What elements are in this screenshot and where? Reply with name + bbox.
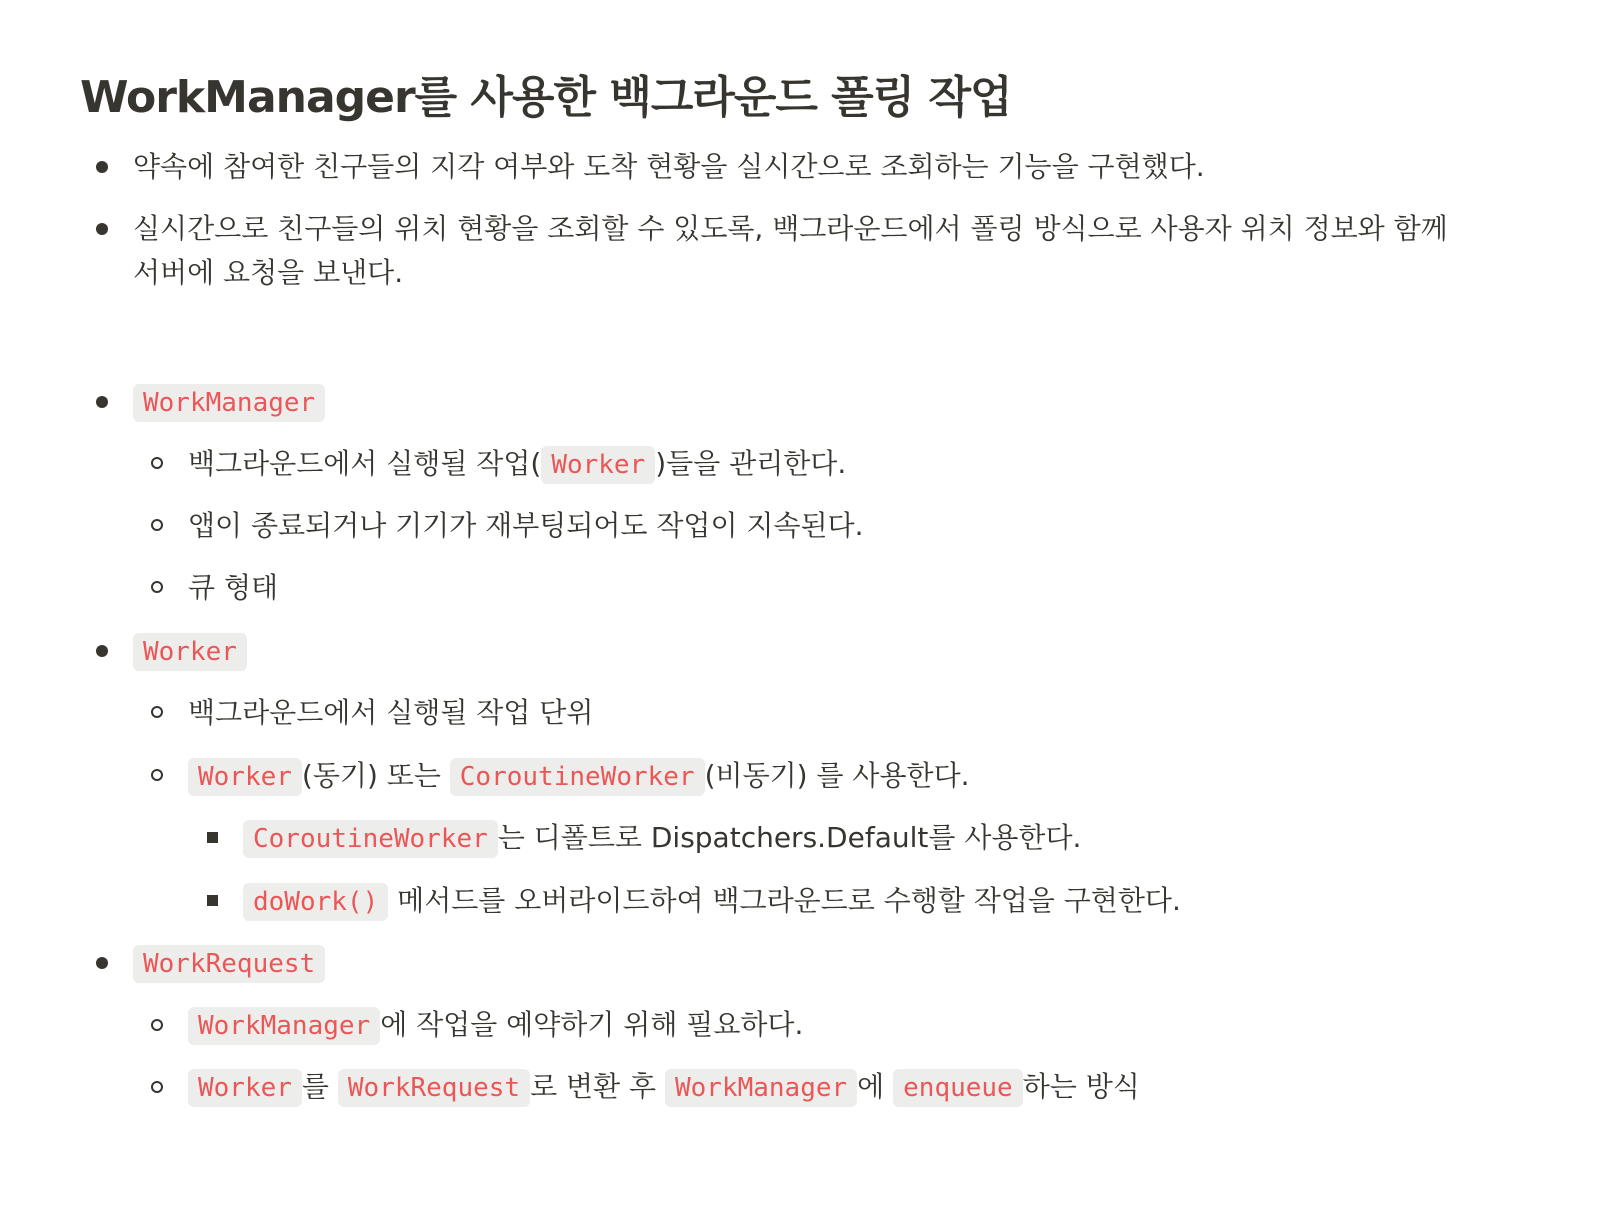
section-worker bbox=[133, 629, 247, 674]
bullet-circle bbox=[151, 581, 163, 593]
inline-code: WorkRequest bbox=[133, 945, 325, 983]
bullet-dot bbox=[96, 223, 108, 235]
item-text: 에 bbox=[857, 1070, 885, 1103]
inline-code: WorkManager bbox=[665, 1069, 857, 1107]
bullet-dot bbox=[96, 161, 108, 173]
bullet-square bbox=[207, 832, 218, 843]
bullet-dot bbox=[96, 396, 108, 408]
intro-item-polling-line1: 실시간으로 친구들의 위치 현황을 조회할 수 있도록, 백그라운드에서 폴링 방식으로 사용자 위치 정보와 함께 bbox=[133, 212, 1448, 245]
item-text: 에 작업을 예약하기 위해 필요하다. bbox=[380, 1008, 804, 1041]
worker-item-types bbox=[188, 754, 970, 799]
item-text: 하는 방식 bbox=[1022, 1070, 1140, 1103]
workrequest-item-flow bbox=[188, 1065, 1140, 1110]
inline-code: Worker bbox=[541, 446, 655, 484]
page-title: WorkManager를 사용한 백그라운드 폴링 작업 bbox=[80, 72, 1012, 123]
intro-item-realtime: 약속에 참여한 친구들의 지각 여부와 도착 현황을 실시간으로 조회하는 기능을 구현했다. bbox=[133, 150, 1205, 183]
inline-code: Worker bbox=[188, 758, 302, 796]
item-text: (비동기) 를 사용한다. bbox=[704, 759, 970, 792]
bullet-dot bbox=[96, 957, 108, 969]
inline-code: Worker bbox=[188, 1069, 302, 1107]
item-text: 는 디폴트로 Dispatchers.Default를 사용한다. bbox=[497, 821, 1082, 854]
bullet-circle bbox=[151, 769, 163, 781]
inline-code: WorkRequest bbox=[338, 1069, 530, 1107]
bullet-circle bbox=[151, 457, 163, 469]
workmanager-item-persist: 앱이 종료되거나 기기가 재부팅되어도 작업이 지속된다. bbox=[188, 509, 864, 542]
intro-item-polling bbox=[133, 207, 1448, 295]
intro-item-polling-line2: 서버에 요청을 보낸다. bbox=[133, 256, 404, 289]
inline-code: Worker bbox=[133, 633, 247, 671]
worker-item-unit: 백그라운드에서 실행될 작업 단위 bbox=[188, 696, 594, 729]
workrequest-item-schedule bbox=[188, 1003, 803, 1048]
section-workmanager bbox=[133, 380, 325, 425]
inline-code: enqueue bbox=[893, 1069, 1023, 1107]
item-text: (동기) 또는 bbox=[301, 759, 441, 792]
inline-code: CoroutineWorker bbox=[243, 820, 498, 858]
inline-code: CoroutineWorker bbox=[450, 758, 705, 796]
item-text: 메서드를 오버라이드하여 백그라운드로 수행할 작업을 구현한다. bbox=[397, 884, 1181, 917]
bullet-circle bbox=[151, 1081, 163, 1093]
item-text: )들을 관리한다. bbox=[655, 447, 847, 480]
workmanager-item-manage bbox=[188, 442, 846, 487]
inline-code: WorkManager bbox=[133, 384, 325, 422]
workmanager-item-queue: 큐 형태 bbox=[188, 571, 279, 604]
bullet-dot bbox=[96, 645, 108, 657]
bullet-circle bbox=[151, 1019, 163, 1031]
bullet-circle bbox=[151, 519, 163, 531]
item-text: 백그라운드에서 실행될 작업( bbox=[188, 447, 542, 480]
bullet-square bbox=[207, 895, 218, 906]
inline-code: doWork() bbox=[243, 883, 388, 921]
item-text: 로 변환 후 bbox=[530, 1070, 657, 1103]
inline-code: WorkManager bbox=[188, 1007, 380, 1045]
worker-sub-dispatcher bbox=[243, 816, 1081, 861]
section-workrequest bbox=[133, 941, 325, 986]
bullet-circle bbox=[151, 706, 163, 718]
item-text: 를 bbox=[301, 1070, 329, 1103]
worker-sub-dowork bbox=[243, 879, 1181, 924]
